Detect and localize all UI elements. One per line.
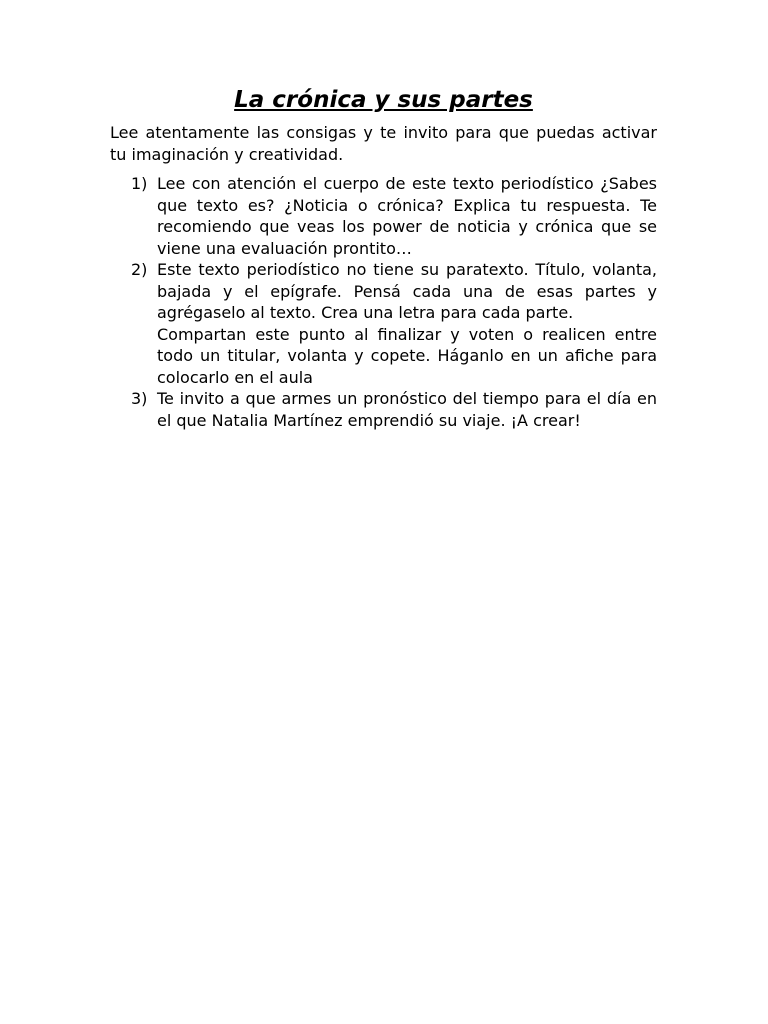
task-number: 3) — [131, 389, 148, 408]
task-text: Te invito a que armes un pronóstico del tiempo para el día en el que Natalia Martínez emprendió su viaje. ¡A crear! — [157, 389, 657, 430]
document-page — [110, 84, 657, 431]
task-text: Lee con atención el cuerpo de este texto periodístico ¿Sabes que texto es? ¿Noticia o crónica? Explica tu respuesta. Te recomiendo que veas los power de noticia y crónica que se viene una evaluación prontito… — [157, 174, 657, 258]
task-text: Este texto periodístico no tiene su paratexto. Título, volanta, bajada y el epígrafe. Pensá cada una de esas partes y agrégaselo al texto. Crea una letra para cada parte. — [157, 260, 657, 322]
task-item-1 — [110, 173, 657, 259]
task-item-3 — [110, 388, 657, 431]
task-item-2 — [110, 259, 657, 388]
task-number: 2) — [131, 260, 148, 279]
document-title: La crónica y sus partes — [234, 87, 533, 113]
task-list — [110, 173, 657, 431]
task-extra-text: Compartan este punto al finalizar y voten o realicen entre todo un titular, volanta y copete. Háganlo en un afiche para colocarlo en el aula — [157, 324, 657, 387]
intro-paragraph: Lee atentamente las consigas y te invito para que puedas activar tu imaginación y creatividad. — [110, 123, 657, 164]
task-number: 1) — [131, 174, 148, 193]
